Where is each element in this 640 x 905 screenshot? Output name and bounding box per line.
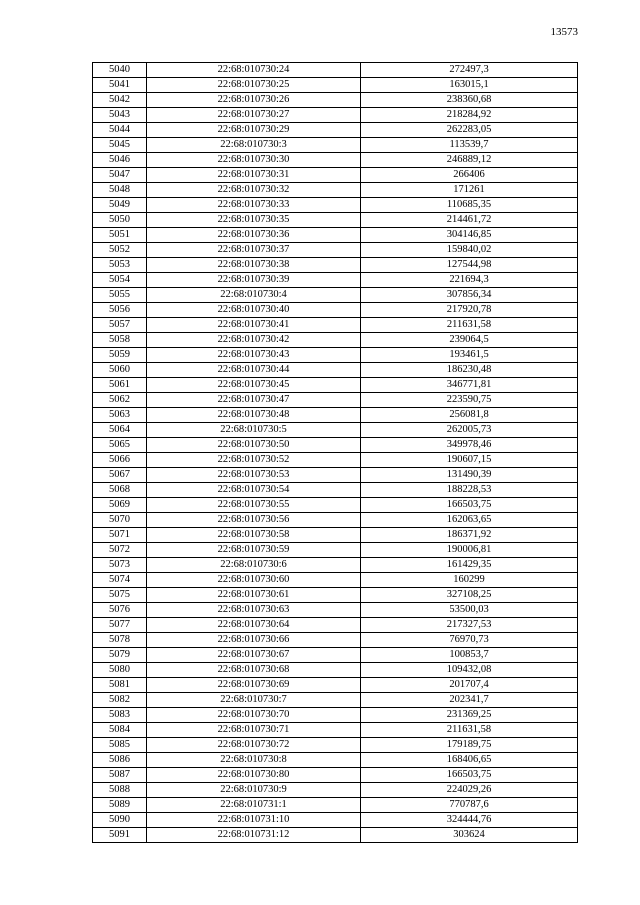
cadastral-number-cell: 22:68:010730:56 <box>147 513 361 528</box>
table-row <box>93 693 578 708</box>
cadastral-number-cell: 22:68:010731:10 <box>147 813 361 828</box>
cadastral-number-cell: 22:68:010730:58 <box>147 528 361 543</box>
table-row <box>93 678 578 693</box>
cadastral-number-cell: 22:68:010730:33 <box>147 198 361 213</box>
cadastral-value-cell: 109432,08 <box>361 663 578 678</box>
row-number-cell: 5047 <box>93 168 147 183</box>
row-number-cell: 5058 <box>93 333 147 348</box>
cadastral-number-cell: 22:68:010730:38 <box>147 258 361 273</box>
row-number-cell: 5065 <box>93 438 147 453</box>
row-number-cell: 5084 <box>93 723 147 738</box>
cadastral-value-cell: 324444,76 <box>361 813 578 828</box>
row-number-cell: 5056 <box>93 303 147 318</box>
table-row <box>93 588 578 603</box>
cadastral-value-cell: 218284,92 <box>361 108 578 123</box>
table-row <box>93 828 578 843</box>
cadastral-value-cell: 161429,35 <box>361 558 578 573</box>
cadastral-number-cell: 22:68:010730:43 <box>147 348 361 363</box>
row-number-cell: 5064 <box>93 423 147 438</box>
cadastral-number-cell: 22:68:010730:27 <box>147 108 361 123</box>
row-number-cell: 5059 <box>93 348 147 363</box>
row-number-cell: 5079 <box>93 648 147 663</box>
row-number-cell: 5061 <box>93 378 147 393</box>
table-row <box>93 783 578 798</box>
cadastral-number-cell: 22:68:010730:60 <box>147 573 361 588</box>
row-number-cell: 5082 <box>93 693 147 708</box>
cadastral-number-cell: 22:68:010730:67 <box>147 648 361 663</box>
cadastral-value-cell: 110685,35 <box>361 198 578 213</box>
cadastral-value-cell: 186371,92 <box>361 528 578 543</box>
cadastral-number-cell: 22:68:010730:7 <box>147 693 361 708</box>
cadastral-value-cell: 238360,68 <box>361 93 578 108</box>
row-number-cell: 5045 <box>93 138 147 153</box>
cadastral-number-cell: 22:68:010730:5 <box>147 423 361 438</box>
cadastral-number-cell: 22:68:010730:63 <box>147 603 361 618</box>
cadastral-value-cell: 256081,8 <box>361 408 578 423</box>
table-row <box>93 753 578 768</box>
row-number-cell: 5050 <box>93 213 147 228</box>
cadastral-value-cell: 223590,75 <box>361 393 578 408</box>
cadastral-value-cell: 188228,53 <box>361 483 578 498</box>
cadastral-value-cell: 160299 <box>361 573 578 588</box>
row-number-cell: 5080 <box>93 663 147 678</box>
cadastral-value-cell: 179189,75 <box>361 738 578 753</box>
table-row <box>93 273 578 288</box>
table-row <box>93 468 578 483</box>
table-row <box>93 258 578 273</box>
table-row <box>93 633 578 648</box>
table-row <box>93 768 578 783</box>
row-number-cell: 5063 <box>93 408 147 423</box>
cadastral-number-cell: 22:68:010730:80 <box>147 768 361 783</box>
cadastral-number-cell: 22:68:010730:66 <box>147 633 361 648</box>
row-number-cell: 5075 <box>93 588 147 603</box>
row-number-cell: 5062 <box>93 393 147 408</box>
table-row <box>93 438 578 453</box>
table-row <box>93 483 578 498</box>
cadastral-number-cell: 22:68:010730:61 <box>147 588 361 603</box>
table-row <box>93 393 578 408</box>
cadastral-number-cell: 22:68:010731:12 <box>147 828 361 843</box>
cadastral-value-cell: 239064,5 <box>361 333 578 348</box>
table-row <box>93 363 578 378</box>
table-row <box>93 798 578 813</box>
row-number-cell: 5077 <box>93 618 147 633</box>
table-row <box>93 243 578 258</box>
cadastral-value-cell: 262283,05 <box>361 123 578 138</box>
cadastral-number-cell: 22:68:010730:3 <box>147 138 361 153</box>
cadastral-value-cell: 307856,34 <box>361 288 578 303</box>
cadastral-number-cell: 22:68:010730:68 <box>147 663 361 678</box>
cadastral-number-cell: 22:68:010730:31 <box>147 168 361 183</box>
cadastral-number-cell: 22:68:010730:29 <box>147 123 361 138</box>
row-number-cell: 5052 <box>93 243 147 258</box>
cadastral-number-cell: 22:68:010730:40 <box>147 303 361 318</box>
table-row <box>93 138 578 153</box>
row-number-cell: 5074 <box>93 573 147 588</box>
cadastral-number-cell: 22:68:010730:41 <box>147 318 361 333</box>
cadastral-number-cell: 22:68:010730:6 <box>147 558 361 573</box>
cadastral-value-cell: 217327,53 <box>361 618 578 633</box>
cadastral-value-cell: 131490,39 <box>361 468 578 483</box>
cadastral-value-cell: 262005,73 <box>361 423 578 438</box>
row-number-cell: 5076 <box>93 603 147 618</box>
cadastral-value-cell: 159840,02 <box>361 243 578 258</box>
cadastral-value-cell: 171261 <box>361 183 578 198</box>
row-number-cell: 5091 <box>93 828 147 843</box>
cadastral-value-cell: 304146,85 <box>361 228 578 243</box>
cadastral-value-cell: 53500,03 <box>361 603 578 618</box>
cadastral-number-cell: 22:68:010730:35 <box>147 213 361 228</box>
cadastral-value-cell: 211631,58 <box>361 318 578 333</box>
cadastral-value-cell: 166503,75 <box>361 498 578 513</box>
table-row <box>93 318 578 333</box>
cadastral-number-cell: 22:68:010730:54 <box>147 483 361 498</box>
cadastral-value-cell: 202341,7 <box>361 693 578 708</box>
cadastral-value-cell: 166503,75 <box>361 768 578 783</box>
cadastral-number-cell: 22:68:010730:42 <box>147 333 361 348</box>
row-number-cell: 5083 <box>93 708 147 723</box>
cadastral-number-cell: 22:68:010730:37 <box>147 243 361 258</box>
table-row <box>93 63 578 78</box>
cadastral-value-cell: 113539,7 <box>361 138 578 153</box>
table-row <box>93 543 578 558</box>
table-row <box>93 453 578 468</box>
cadastral-number-cell: 22:68:010730:64 <box>147 618 361 633</box>
table-row <box>93 408 578 423</box>
page-number: 13573 <box>550 26 578 38</box>
row-number-cell: 5069 <box>93 498 147 513</box>
row-number-cell: 5057 <box>93 318 147 333</box>
cadastral-value-cell: 303624 <box>361 828 578 843</box>
table-row <box>93 573 578 588</box>
row-number-cell: 5086 <box>93 753 147 768</box>
table-row <box>93 558 578 573</box>
table-row <box>93 738 578 753</box>
row-number-cell: 5043 <box>93 108 147 123</box>
table-row <box>93 378 578 393</box>
row-number-cell: 5088 <box>93 783 147 798</box>
row-number-cell: 5060 <box>93 363 147 378</box>
cadastral-value-table <box>92 62 578 843</box>
cadastral-value-cell: 100853,7 <box>361 648 578 663</box>
table-row <box>93 663 578 678</box>
cadastral-number-cell: 22:68:010730:52 <box>147 453 361 468</box>
cadastral-number-cell: 22:68:010730:59 <box>147 543 361 558</box>
table-row <box>93 168 578 183</box>
cadastral-value-cell: 217920,78 <box>361 303 578 318</box>
cadastral-number-cell: 22:68:010730:39 <box>147 273 361 288</box>
cadastral-value-cell: 127544,98 <box>361 258 578 273</box>
table-row <box>93 213 578 228</box>
cadastral-value-cell: 231369,25 <box>361 708 578 723</box>
row-number-cell: 5046 <box>93 153 147 168</box>
cadastral-value-cell: 246889,12 <box>361 153 578 168</box>
row-number-cell: 5054 <box>93 273 147 288</box>
row-number-cell: 5055 <box>93 288 147 303</box>
cadastral-value-cell: 190006,81 <box>361 543 578 558</box>
table-row <box>93 153 578 168</box>
cadastral-number-cell: 22:68:010730:70 <box>147 708 361 723</box>
cadastral-value-cell: 76970,73 <box>361 633 578 648</box>
cadastral-number-cell: 22:68:010730:53 <box>147 468 361 483</box>
cadastral-number-cell: 22:68:010730:55 <box>147 498 361 513</box>
cadastral-number-cell: 22:68:010730:72 <box>147 738 361 753</box>
cadastral-value-cell: 327108,25 <box>361 588 578 603</box>
cadastral-value-cell: 221694,3 <box>361 273 578 288</box>
table-row <box>93 228 578 243</box>
row-number-cell: 5049 <box>93 198 147 213</box>
table-row <box>93 498 578 513</box>
cadastral-value-cell: 266406 <box>361 168 578 183</box>
cadastral-number-cell: 22:68:010730:24 <box>147 63 361 78</box>
cadastral-number-cell: 22:68:010730:4 <box>147 288 361 303</box>
row-number-cell: 5041 <box>93 78 147 93</box>
cadastral-number-cell: 22:68:010730:9 <box>147 783 361 798</box>
table-row <box>93 78 578 93</box>
table-row <box>93 813 578 828</box>
cadastral-number-cell: 22:68:010730:50 <box>147 438 361 453</box>
table-row <box>93 198 578 213</box>
cadastral-value-cell: 349978,46 <box>361 438 578 453</box>
table-row <box>93 108 578 123</box>
table-row <box>93 513 578 528</box>
row-number-cell: 5042 <box>93 93 147 108</box>
table-body <box>93 63 578 843</box>
row-number-cell: 5087 <box>93 768 147 783</box>
cadastral-number-cell: 22:68:010731:1 <box>147 798 361 813</box>
row-number-cell: 5053 <box>93 258 147 273</box>
table-row <box>93 183 578 198</box>
table-row <box>93 123 578 138</box>
row-number-cell: 5040 <box>93 63 147 78</box>
row-number-cell: 5089 <box>93 798 147 813</box>
table-row <box>93 648 578 663</box>
cadastral-number-cell: 22:68:010730:44 <box>147 363 361 378</box>
table-row <box>93 348 578 363</box>
row-number-cell: 5071 <box>93 528 147 543</box>
cadastral-number-cell: 22:68:010730:45 <box>147 378 361 393</box>
cadastral-value-cell: 193461,5 <box>361 348 578 363</box>
table-row <box>93 333 578 348</box>
row-number-cell: 5070 <box>93 513 147 528</box>
row-number-cell: 5072 <box>93 543 147 558</box>
table-row <box>93 423 578 438</box>
table-row <box>93 528 578 543</box>
table-row <box>93 303 578 318</box>
cadastral-value-cell: 201707,4 <box>361 678 578 693</box>
cadastral-value-cell: 214461,72 <box>361 213 578 228</box>
cadastral-number-cell: 22:68:010730:47 <box>147 393 361 408</box>
cadastral-number-cell: 22:68:010730:71 <box>147 723 361 738</box>
cadastral-number-cell: 22:68:010730:25 <box>147 78 361 93</box>
table-row <box>93 603 578 618</box>
row-number-cell: 5078 <box>93 633 147 648</box>
row-number-cell: 5085 <box>93 738 147 753</box>
row-number-cell: 5066 <box>93 453 147 468</box>
cadastral-number-cell: 22:68:010730:48 <box>147 408 361 423</box>
cadastral-value-cell: 272497,3 <box>361 63 578 78</box>
row-number-cell: 5073 <box>93 558 147 573</box>
cadastral-number-cell: 22:68:010730:30 <box>147 153 361 168</box>
table-row <box>93 288 578 303</box>
row-number-cell: 5048 <box>93 183 147 198</box>
cadastral-value-cell: 186230,48 <box>361 363 578 378</box>
cadastral-value-cell: 211631,58 <box>361 723 578 738</box>
table-row <box>93 723 578 738</box>
row-number-cell: 5081 <box>93 678 147 693</box>
cadastral-number-cell: 22:68:010730:8 <box>147 753 361 768</box>
cadastral-value-cell: 346771,81 <box>361 378 578 393</box>
table-row <box>93 93 578 108</box>
cadastral-value-cell: 224029,26 <box>361 783 578 798</box>
table-row <box>93 618 578 633</box>
cadastral-value-cell: 770787,6 <box>361 798 578 813</box>
table-row <box>93 708 578 723</box>
row-number-cell: 5044 <box>93 123 147 138</box>
row-number-cell: 5051 <box>93 228 147 243</box>
row-number-cell: 5068 <box>93 483 147 498</box>
cadastral-number-cell: 22:68:010730:69 <box>147 678 361 693</box>
cadastral-value-cell: 190607,15 <box>361 453 578 468</box>
cadastral-number-cell: 22:68:010730:26 <box>147 93 361 108</box>
cadastral-value-cell: 163015,1 <box>361 78 578 93</box>
cadastral-number-cell: 22:68:010730:36 <box>147 228 361 243</box>
cadastral-value-cell: 168406,65 <box>361 753 578 768</box>
cadastral-number-cell: 22:68:010730:32 <box>147 183 361 198</box>
cadastral-value-cell: 162063,65 <box>361 513 578 528</box>
row-number-cell: 5067 <box>93 468 147 483</box>
row-number-cell: 5090 <box>93 813 147 828</box>
